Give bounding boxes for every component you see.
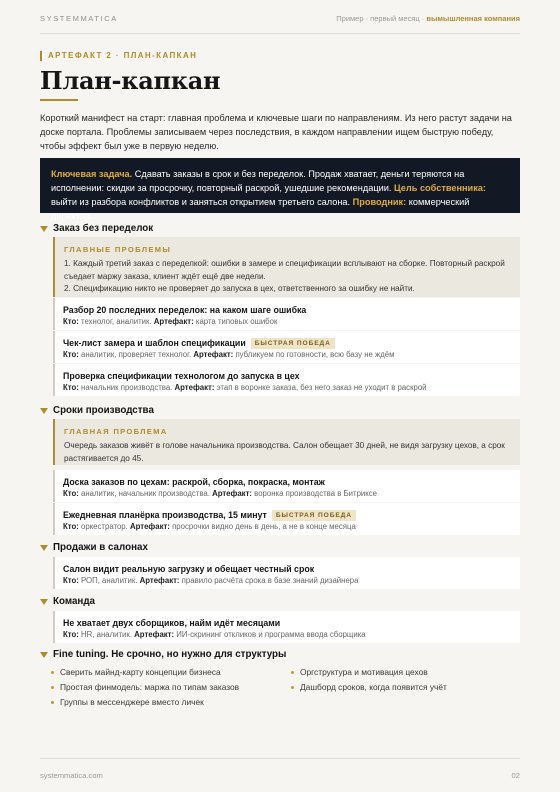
who-label: Кто: xyxy=(63,576,79,585)
task-title-text: Чек-лист замера и шаблон спецификации xyxy=(63,338,246,348)
section-header[interactable] xyxy=(40,596,520,610)
brand-name: SYSTEMMATICA xyxy=(40,14,118,23)
task-who: HR, аналитик. xyxy=(78,630,135,639)
header-meta-accent: вымышленная компания xyxy=(426,14,520,23)
list-item: Дашборд сроков, когда появится учёт xyxy=(300,682,447,692)
problem-item: 1. Каждый третий заказ с переделкой: ошибки в замере и спецификации всплывают на сборке. Повторный раскрой съедает маржу заказа, клиент ждёт ещё две недели. xyxy=(64,259,505,281)
task-meta xyxy=(63,349,512,361)
task-artifact: воронка производства в Битриксе xyxy=(252,489,378,498)
task-who: аналитик, начальник производства. xyxy=(78,489,213,498)
section-title: Fine tuning. Не срочно, но нужно для структуры xyxy=(53,649,287,660)
quick-win-badge: БЫСТРАЯ ПОБЕДА xyxy=(251,338,335,349)
list-item: Сверить майнд-карту концепции бизнеса xyxy=(60,667,221,677)
task-card[interactable] xyxy=(53,298,520,330)
section-title: Сроки производства xyxy=(53,405,154,416)
task-card[interactable] xyxy=(53,470,520,502)
artifact-label: Артефакт: xyxy=(134,630,175,639)
task-artifact: карта типовых ошибок xyxy=(193,317,278,326)
task-title: Разбор 20 последних переделок: на каком шаге ошибка xyxy=(63,305,307,315)
artifact-label: Артефакт: xyxy=(174,383,215,392)
artifact-label: Артефакт: xyxy=(139,576,180,585)
collapse-triangle-icon[interactable] xyxy=(40,599,48,605)
section-title: Продажи в салонах xyxy=(53,542,148,553)
artifact-label: Артефакт: xyxy=(129,522,170,531)
task-artifact: публикуем по готовности, всю базу не ждём xyxy=(233,350,395,359)
task-title: Проверка спецификации технологом до запуска в цех xyxy=(63,371,300,381)
artifact-label: Артефакт: xyxy=(193,350,234,359)
artifact-label: Артефакт: xyxy=(153,317,194,326)
page-title: План-капкан xyxy=(40,66,221,95)
task-artifact: этап в воронке заказа, без него заказ не уходит в раскрой xyxy=(214,383,427,392)
who-label: Кто: xyxy=(63,489,79,498)
problem-item: Очередь заказов живёт в голове начальника производства. Салон обещает 30 дней, не видя загрузку цехов, а срок растягивается до 45. xyxy=(64,441,505,463)
problems-box xyxy=(53,419,520,465)
section-header[interactable] xyxy=(40,223,520,237)
list-item: Группы в мессенджере вместо личек xyxy=(60,697,204,707)
task-title: Не хватает двух сборщиков, найм идёт месяцами xyxy=(63,618,281,628)
task-meta xyxy=(63,488,512,500)
footer-site-link[interactable]: systemmatica.com xyxy=(40,771,103,780)
list-item: Простая финмодель: маржа по типам заказов xyxy=(60,682,240,692)
footer-divider xyxy=(40,758,520,759)
who-label: Кто: xyxy=(63,522,79,531)
task-card[interactable] xyxy=(53,611,520,643)
artifact-kicker: АРТЕФАКТ 2 · ПЛАН-КАПКАН xyxy=(40,51,197,61)
task-meta xyxy=(63,629,512,641)
page-number: 02 xyxy=(511,771,520,780)
section-deadlines xyxy=(40,405,520,531)
task-meta xyxy=(63,575,512,587)
task-who: технолог, аналитик. xyxy=(78,317,154,326)
task-who: аналитик, проверяет технолог. xyxy=(78,350,194,359)
section-orders xyxy=(40,223,520,392)
owner-goal-label: Цель собственника: xyxy=(393,183,486,193)
task-who: начальник производства. xyxy=(78,383,175,392)
task-title: Салон видит реальную загрузку и обещает честный срок xyxy=(63,564,315,574)
key-task-text: Сдавать заказы в срок и без переделок. Продаж хватает, деньги теряются на исполнении: скидки за просрочку, повторный раскрой, ушедшие рекомендации. xyxy=(51,169,465,193)
task-meta xyxy=(63,382,512,394)
header-meta-text: Пример · первый месяц · xyxy=(336,14,427,23)
task-artifact: ИИ-скрининг откликов и программа ввода сборщика xyxy=(174,630,366,639)
task-who: оркестратор. xyxy=(78,522,130,531)
task-title-text: Ежедневная планёрка производства, 15 минут xyxy=(63,510,267,520)
owner-goal-text: выйти из разбора конфликтов и заняться открытием третьего салона. xyxy=(51,197,353,207)
who-label: Кто: xyxy=(63,350,79,359)
key-task-box xyxy=(40,158,520,221)
key-task-label: Ключевая задача. xyxy=(51,169,133,179)
header-meta xyxy=(336,14,520,23)
problems-box xyxy=(53,237,520,297)
list-item: Оргструктура и мотивация цехов xyxy=(300,667,428,677)
section-fine-tuning xyxy=(40,649,520,707)
header-divider xyxy=(40,33,520,34)
task-artifact: правило расчёта срока в базе знаний дизайнера xyxy=(179,576,359,585)
problem-item: 2. Спецификацию никто не проверяет до запуска в цех, ответственного за ошибку не найти. xyxy=(64,284,415,293)
task-meta xyxy=(63,316,512,328)
who-label: Кто: xyxy=(63,630,79,639)
collapse-triangle-icon[interactable] xyxy=(40,408,48,414)
who-label: Кто: xyxy=(63,383,79,392)
task-meta xyxy=(63,521,512,533)
artifact-label: Артефакт: xyxy=(212,489,252,498)
task-card[interactable] xyxy=(53,503,520,535)
who-label: Кто: xyxy=(63,317,79,326)
problems-label: ГЛАВНАЯ ПРОБЛЕМА xyxy=(64,427,168,436)
section-header[interactable] xyxy=(40,649,520,663)
problems-label: ГЛАВНЫЕ ПРОБЛЕМЫ xyxy=(64,245,172,254)
guide-text: коммерческий директор. xyxy=(51,197,470,221)
guide-label: Проводник: xyxy=(352,197,407,207)
task-card[interactable] xyxy=(53,331,520,363)
section-title: Команда xyxy=(53,596,95,607)
collapse-triangle-icon[interactable] xyxy=(40,545,48,551)
task-card[interactable] xyxy=(53,557,520,589)
collapse-triangle-icon[interactable] xyxy=(40,226,48,232)
task-title xyxy=(63,337,512,349)
intro-paragraph: Короткий манифест на старт: главная проблема и ключевые шаги по направлениям. Из него растут задачи на доске портала. Проблемы записываем через последствия, в каждом направлении ищем быструю победу, чтобы эффект был уже в первую неделю. xyxy=(40,113,512,151)
quick-win-badge: БЫСТРАЯ ПОБЕДА xyxy=(272,510,356,521)
section-header[interactable] xyxy=(40,542,520,556)
collapse-triangle-icon[interactable] xyxy=(40,652,48,658)
task-card[interactable] xyxy=(53,364,520,396)
section-team xyxy=(40,596,520,639)
top-bar xyxy=(40,14,520,28)
task-artifact: просрочки видно день в день, а не в конце месяца xyxy=(169,522,356,531)
title-underline xyxy=(40,99,78,101)
section-header[interactable] xyxy=(40,405,520,419)
task-title: Доска заказов по цехам: раскрой, сборка, покраска, монтаж xyxy=(63,477,325,487)
section-title: Заказ без переделок xyxy=(53,223,154,234)
task-title xyxy=(63,509,512,521)
task-who: РОП, аналитик. xyxy=(78,576,140,585)
section-sales xyxy=(40,542,520,585)
